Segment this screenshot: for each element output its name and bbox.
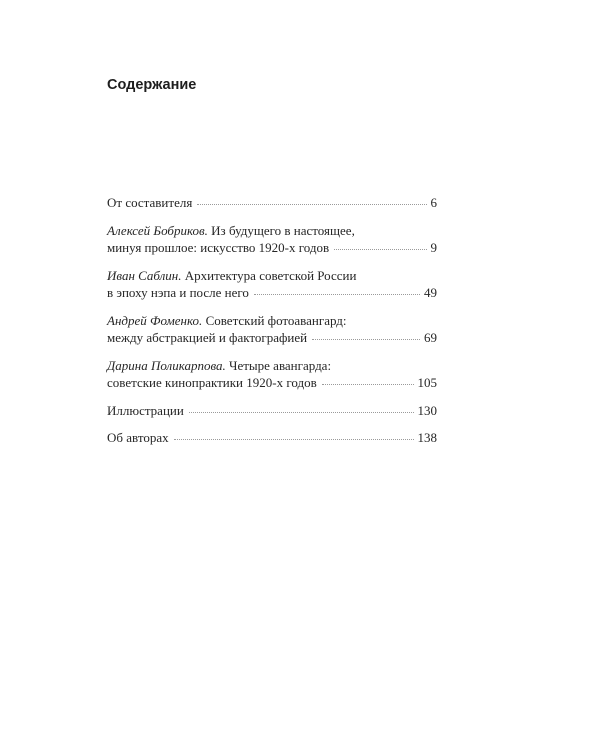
- toc-entry-title: Советский фотоавангард:: [205, 312, 347, 328]
- toc-entry-author: Андрей Фоменко.: [107, 312, 203, 328]
- toc-entry-title: От составителя: [107, 195, 193, 210]
- toc-entry-page: 130: [417, 402, 437, 418]
- toc-entry-sablin[interactable]: [107, 267, 437, 302]
- toc-entry-title-continued: советские кинопрактики 1920-х годов: [107, 375, 317, 390]
- dot-leader: [312, 338, 420, 340]
- toc-entry-page: 105: [417, 375, 437, 390]
- toc-entry-page: 49: [424, 285, 437, 300]
- toc-entry-title-continued: минуя прошлое: искусство 1920-х годов: [107, 240, 330, 255]
- toc-entry-page: 9: [430, 240, 437, 255]
- toc-entry-about-authors[interactable]: [107, 429, 437, 447]
- toc-entry-from-editor[interactable]: [107, 194, 437, 212]
- table-of-contents: [107, 194, 437, 457]
- toc-entry-title: Архитектура советской России: [184, 267, 357, 283]
- toc-entry-illustrations[interactable]: [107, 402, 437, 420]
- dot-leader: [254, 293, 420, 295]
- toc-entry-polikarpova[interactable]: [107, 357, 437, 392]
- toc-entry-page: 6: [430, 195, 437, 210]
- toc-entry-page: 69: [424, 330, 437, 345]
- toc-entry-page: 138: [417, 430, 437, 445]
- dot-leader: [197, 203, 426, 205]
- dot-leader: [174, 438, 414, 440]
- dot-leader: [189, 411, 414, 413]
- toc-entry-author: Иван Саблин.: [107, 267, 182, 283]
- toc-heading: Содержание: [107, 77, 197, 93]
- toc-entry-title: Из будущего в настоящее,: [211, 222, 355, 238]
- toc-entry-bobrikov[interactable]: [107, 222, 437, 257]
- toc-entry-author: Дарина Поликарпова.: [107, 357, 226, 373]
- toc-entry-title: Иллюстрации: [107, 402, 184, 418]
- toc-entry-title: Четыре авангарда:: [229, 357, 332, 373]
- toc-entry-fomenko[interactable]: [107, 312, 437, 347]
- toc-entry-title-continued: между абстракцией и фактографией: [107, 330, 308, 345]
- toc-entry-title: Об авторах: [107, 430, 169, 445]
- dot-leader: [322, 383, 414, 385]
- toc-entry-title-continued: в эпоху нэпа и после него: [107, 285, 249, 300]
- dot-leader: [334, 248, 426, 250]
- toc-entry-author: Алексей Бобриков.: [107, 222, 208, 238]
